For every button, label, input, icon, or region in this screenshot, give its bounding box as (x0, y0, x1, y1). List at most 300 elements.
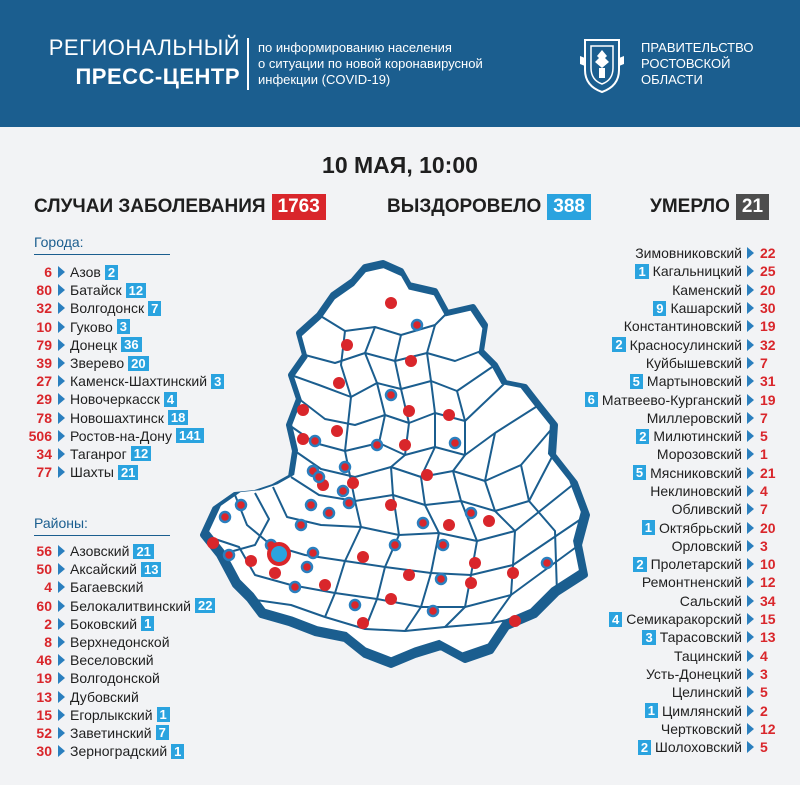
recovered-count: 3 (117, 319, 130, 334)
case-count: 32 (36, 300, 52, 317)
died-stat (650, 194, 769, 220)
list-item (585, 390, 782, 408)
area-name: Верхнедонской (70, 634, 170, 651)
case-count: 20 (760, 519, 776, 536)
list-item (0, 560, 215, 578)
arrow-right-icon (747, 265, 754, 277)
recovered-count: 4 (164, 392, 177, 407)
arrow-right-icon (58, 430, 65, 442)
list-item (585, 354, 782, 372)
area-name: Семикаракорский (626, 611, 742, 628)
died-label: УМЕРЛО (650, 196, 730, 217)
arrow-right-icon (747, 430, 754, 442)
case-count: 29 (36, 391, 52, 408)
recovered-count: 36 (121, 337, 141, 352)
arrow-right-icon (58, 600, 65, 612)
case-marker (207, 537, 219, 549)
case-count: 7 (760, 501, 768, 518)
arrow-right-icon (747, 320, 754, 332)
area-name: Кагальницкий (652, 263, 742, 280)
list-item (585, 701, 782, 719)
list-item (585, 665, 782, 683)
case-count: 19 (760, 391, 776, 408)
case-marker (306, 500, 316, 510)
area-name: Тарасовский (659, 629, 742, 646)
case-marker (466, 508, 476, 518)
cases-label: СЛУЧАИ ЗАБОЛЕВАНИЯ (34, 196, 266, 217)
list-item (0, 651, 215, 669)
cities-heading-underline (34, 254, 170, 255)
case-marker (418, 518, 428, 528)
recovered-count: 18 (168, 410, 188, 425)
subtitle-line: о ситуации по новой коронавирусной (258, 56, 483, 71)
arrow-right-icon (747, 339, 754, 351)
subtitle-line: инфекции (COVID-19) (258, 72, 391, 87)
arrow-right-icon (58, 545, 65, 557)
arrow-right-icon (747, 485, 754, 497)
area-name: Морозовский (656, 446, 742, 463)
case-marker (403, 405, 415, 417)
arrow-right-icon (747, 595, 754, 607)
recovered-count: 1 (157, 707, 170, 722)
list-item (585, 573, 782, 591)
arrow-right-icon (58, 266, 65, 278)
case-marker (542, 558, 552, 568)
list-item (0, 669, 215, 687)
arrow-right-icon (747, 247, 754, 259)
arrow-right-icon (58, 745, 65, 757)
case-marker (405, 355, 417, 367)
case-marker (509, 615, 521, 627)
arrow-right-icon (58, 618, 65, 630)
area-name: Заветинский (70, 724, 152, 741)
area-name: Шахты (70, 464, 114, 481)
case-count: 15 (36, 706, 52, 723)
case-count: 506 (28, 427, 52, 444)
case-count: 8 (44, 634, 52, 651)
case-count: 4 (760, 647, 768, 664)
case-marker (399, 439, 411, 451)
case-marker (507, 567, 519, 579)
case-marker (297, 404, 309, 416)
case-marker (308, 548, 318, 558)
list-item (0, 390, 224, 408)
case-marker (385, 297, 397, 309)
arrow-right-icon (58, 375, 65, 387)
arrow-right-icon (747, 668, 754, 680)
arrow-right-icon (58, 727, 65, 739)
case-count: 22 (760, 245, 776, 262)
area-name: Пролетарский (650, 556, 742, 573)
cities-list (0, 263, 224, 481)
recovered-count: 2 (612, 337, 625, 352)
arrow-right-icon (58, 563, 65, 575)
case-count: 78 (36, 409, 52, 426)
arrow-right-icon (747, 448, 754, 460)
case-count: 13 (36, 688, 52, 705)
case-marker (245, 555, 257, 567)
area-name: Ремонтненский (641, 574, 742, 591)
case-marker (296, 520, 306, 530)
arrow-right-icon (747, 284, 754, 296)
case-count: 52 (36, 724, 52, 741)
area-name: Волгодонской (70, 670, 160, 687)
list-item (0, 706, 215, 724)
area-name: Дубовский (70, 688, 139, 705)
case-count: 3 (760, 537, 768, 554)
header-subtitle (258, 40, 483, 88)
area-name: Цимлянский (661, 702, 742, 719)
government-label (641, 40, 753, 88)
case-marker (333, 377, 345, 389)
area-name: Зимовниковский (635, 245, 742, 262)
list-item (585, 592, 782, 610)
list-item (585, 500, 782, 518)
report-date: 10 МАЯ, 10:00 (322, 152, 478, 178)
area-name: Кашарский (670, 300, 742, 317)
area-name: Мясниковский (650, 464, 742, 481)
case-count: 1 (760, 446, 768, 463)
case-count: 20 (760, 281, 776, 298)
recovered-count: 2 (105, 265, 118, 280)
arrow-right-icon (58, 357, 65, 369)
case-count: 2 (44, 615, 52, 632)
recovered-count: 1 (635, 264, 648, 279)
list-item (0, 633, 215, 651)
case-count: 34 (36, 445, 52, 462)
area-name: Куйбышевский (645, 354, 742, 371)
area-name: Багаевский (70, 579, 144, 596)
area-name: Октябрьский (658, 519, 742, 536)
recovered-count: 7 (148, 301, 161, 316)
case-marker (341, 339, 353, 351)
arrow-right-icon (747, 302, 754, 314)
arrow-right-icon (58, 581, 65, 593)
area-name: Азов (70, 264, 101, 281)
case-count: 19 (36, 670, 52, 687)
case-marker (428, 606, 438, 616)
arrow-right-icon (747, 576, 754, 588)
case-count: 60 (36, 597, 52, 614)
recovered-count: 9 (653, 301, 666, 316)
case-marker (319, 579, 331, 591)
case-marker (269, 567, 281, 579)
case-count: 30 (760, 300, 776, 317)
list-item (0, 336, 224, 354)
area-name: Чертковский (660, 720, 742, 737)
recovered-count: 6 (585, 392, 598, 407)
recovered-count: 13 (141, 562, 161, 577)
list-item (0, 724, 215, 742)
recovered-count: 2 (633, 557, 646, 572)
recovered-count: 21 (133, 544, 153, 559)
case-count: 13 (760, 629, 776, 646)
case-marker (390, 540, 400, 550)
area-name: Азовский (70, 543, 130, 560)
recovered-count: 22 (195, 598, 215, 613)
area-name: Таганрог (70, 445, 127, 462)
case-marker (450, 438, 460, 448)
list-item (585, 281, 782, 299)
area-name: Белокалитвинский (70, 597, 191, 614)
case-marker (224, 550, 234, 560)
list-item (585, 464, 782, 482)
list-item (585, 610, 782, 628)
case-count: 10 (760, 556, 776, 573)
case-count: 5 (760, 684, 768, 701)
recovered-count: 1 (645, 703, 658, 718)
recovered-count: 5 (630, 374, 643, 389)
case-count: 12 (760, 720, 776, 737)
arrow-right-icon (58, 412, 65, 424)
case-marker (236, 500, 246, 510)
area-name: Мартыновский (646, 373, 742, 390)
area-name: Боковский (70, 615, 138, 632)
case-marker (465, 577, 477, 589)
area-name: Каменск-Шахтинский (70, 373, 208, 390)
case-count: 77 (36, 464, 52, 481)
arrow-right-icon (747, 650, 754, 662)
list-item (585, 720, 782, 738)
case-count: 34 (760, 592, 776, 609)
area-name: Ростов-на-Дону (70, 427, 172, 444)
arrow-right-icon (747, 540, 754, 552)
header-divider (247, 38, 249, 90)
arrow-right-icon (58, 321, 65, 333)
list-item (0, 372, 224, 390)
list-item (0, 742, 215, 760)
area-name: Волгодонск (70, 300, 145, 317)
area-name: Батайск (70, 282, 122, 299)
list-item (0, 578, 215, 596)
list-item (0, 263, 224, 281)
case-marker (350, 600, 360, 610)
case-marker (443, 519, 455, 531)
arrow-right-icon (747, 375, 754, 387)
case-marker (385, 593, 397, 605)
area-name: Тацинский (673, 647, 742, 664)
case-marker (310, 436, 320, 446)
arrow-right-icon (747, 723, 754, 735)
list-item (585, 738, 782, 756)
list-item (585, 427, 782, 445)
area-name: Целинский (671, 684, 742, 701)
arrow-right-icon (747, 558, 754, 570)
case-count: 21 (760, 464, 776, 481)
case-marker (469, 557, 481, 569)
area-name: Орловский (671, 537, 742, 554)
case-marker (314, 472, 324, 482)
case-marker (290, 582, 300, 592)
list-item (0, 463, 224, 481)
case-marker (347, 477, 359, 489)
list-item (0, 281, 224, 299)
press-center-title-line2: ПРЕСС-ЦЕНТР (75, 64, 240, 89)
case-count: 7 (760, 409, 768, 426)
case-count: 3 (760, 665, 768, 682)
area-name: Егорлыкский (70, 706, 153, 723)
list-item (585, 445, 782, 463)
subtitle-line: по информированию населения (258, 40, 452, 55)
arrow-right-icon (58, 672, 65, 684)
area-name: Новошахтинск (70, 409, 164, 426)
recovered-count: 4 (609, 612, 622, 627)
recovered-count: 12 (131, 446, 151, 461)
case-count: 7 (760, 354, 768, 371)
recovered-count: 3 (211, 374, 224, 389)
arrow-right-icon (747, 686, 754, 698)
arrow-right-icon (58, 339, 65, 351)
case-count: 46 (36, 652, 52, 669)
died-value: 21 (736, 194, 769, 220)
recovered-count: 5 (633, 465, 646, 480)
arrow-right-icon (747, 741, 754, 753)
case-count: 80 (36, 282, 52, 299)
area-name: Шолоховский (655, 739, 742, 756)
area-name: Новочеркасск (70, 391, 160, 408)
case-marker (385, 499, 397, 511)
case-count: 79 (36, 336, 52, 353)
case-marker (357, 551, 369, 563)
area-name: Красносулинский (629, 336, 742, 353)
list-item (585, 244, 782, 262)
list-item (0, 688, 215, 706)
districts-right-list (585, 244, 782, 756)
case-count: 19 (760, 318, 776, 335)
list-item (0, 542, 215, 560)
area-name: Неклиновский (650, 483, 742, 499)
recovered-count: 21 (118, 465, 138, 480)
area-name: Аксайский (70, 561, 137, 578)
list-item (585, 335, 782, 353)
arrow-right-icon (747, 503, 754, 515)
area-name: Веселовский (70, 652, 154, 669)
arrow-right-icon (58, 636, 65, 648)
arrow-right-icon (58, 393, 65, 405)
case-count: 10 (36, 318, 52, 335)
case-count: 25 (760, 263, 776, 280)
case-marker (340, 462, 350, 472)
case-count: 2 (760, 702, 768, 719)
arrow-right-icon (58, 302, 65, 314)
recovered-count: 2 (638, 740, 651, 755)
case-marker (331, 425, 343, 437)
arrow-right-icon (58, 709, 65, 721)
list-item (585, 372, 782, 390)
arrow-right-icon (58, 284, 65, 296)
list-item (0, 299, 224, 317)
recovered-label: ВЫЗДОРОВЕЛО (387, 196, 542, 217)
list-item (0, 427, 224, 445)
area-name: Константиновский (623, 318, 742, 335)
recovered-count: 12 (126, 283, 146, 298)
arrow-right-icon (747, 705, 754, 717)
districts-heading: Районы: (34, 515, 88, 531)
list-item (585, 299, 782, 317)
header-banner (0, 0, 800, 127)
districts-heading-underline (34, 535, 170, 536)
arrow-right-icon (747, 522, 754, 534)
area-name: Усть-Донецкий (645, 665, 742, 682)
case-marker (436, 574, 446, 584)
case-count: 12 (760, 574, 776, 591)
recovered-count: 1 (141, 616, 154, 631)
area-name: Миллеровский (646, 409, 742, 426)
arrow-right-icon (58, 691, 65, 703)
case-marker (438, 540, 448, 550)
case-marker (338, 486, 348, 496)
case-marker (386, 390, 396, 400)
list-item (585, 628, 782, 646)
arrow-right-icon (747, 394, 754, 406)
case-marker (344, 498, 354, 508)
case-count: 31 (760, 373, 776, 390)
recovered-count: 1 (171, 744, 184, 759)
area-name: Обливский (671, 501, 742, 518)
case-count: 15 (760, 611, 776, 628)
arrow-right-icon (747, 412, 754, 424)
case-marker (483, 515, 495, 527)
case-count: 50 (36, 561, 52, 578)
list-item (585, 482, 782, 500)
cases-stat (34, 194, 326, 220)
case-marker (372, 440, 382, 450)
districts-left-list (0, 542, 215, 760)
list-item (0, 409, 224, 427)
list-item (585, 647, 782, 665)
recovered-stat (387, 194, 591, 220)
list-item (0, 445, 224, 463)
arrow-right-icon (58, 466, 65, 478)
recovered-count: 2 (636, 429, 649, 444)
list-item (585, 518, 782, 536)
gov-line: ОБЛАСТИ (641, 72, 703, 87)
recovered-count: 7 (156, 725, 169, 740)
area-name: Зверево (70, 355, 125, 372)
case-count: 5 (760, 739, 768, 756)
area-name: Каменский (672, 281, 742, 298)
list-item (0, 615, 215, 633)
rostov-region-map (195, 255, 595, 680)
list-item (585, 262, 782, 280)
list-item (0, 318, 224, 336)
area-name: Зерноградский (70, 743, 168, 760)
case-count: 5 (760, 428, 768, 445)
list-item (0, 597, 215, 615)
area-name: Донецк (70, 336, 118, 353)
rostov-city-marker (269, 544, 289, 564)
case-marker (443, 409, 455, 421)
case-count: 6 (44, 264, 52, 281)
case-marker (421, 469, 433, 481)
recovered-count: 3 (642, 630, 655, 645)
case-count: 32 (760, 336, 776, 353)
arrow-right-icon (58, 654, 65, 666)
arrow-right-icon (58, 448, 65, 460)
list-item (585, 683, 782, 701)
area-name: Сальский (679, 592, 742, 609)
area-name: Гуково (70, 318, 113, 335)
list-item (585, 537, 782, 555)
coat-of-arms-icon (577, 36, 627, 94)
case-marker (403, 569, 415, 581)
recovered-value: 388 (547, 194, 591, 220)
list-item (585, 317, 782, 335)
case-marker (412, 320, 422, 330)
list-item (585, 409, 782, 427)
list-item (585, 555, 782, 573)
cities-heading: Города: (34, 234, 84, 250)
